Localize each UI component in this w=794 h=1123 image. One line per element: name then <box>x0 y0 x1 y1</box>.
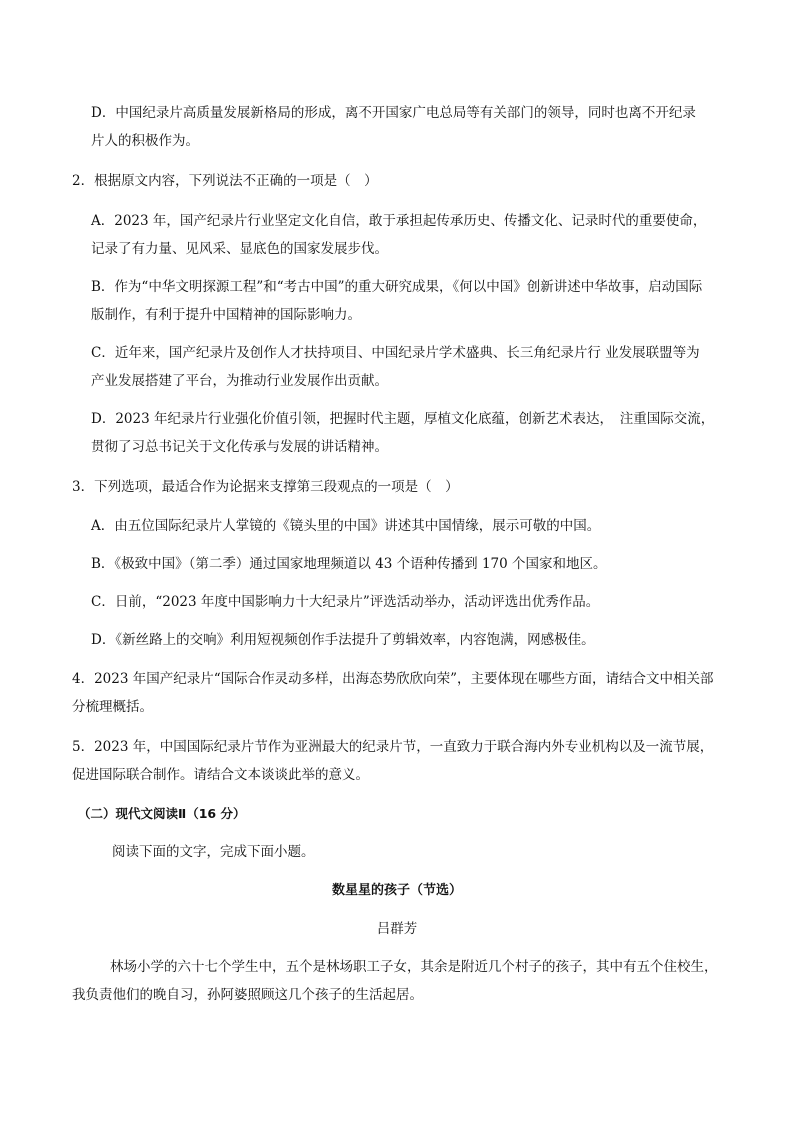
question-4-line1: 4．2023 年国产纪录片“国际合作灵动多样，出海态势欣欣向荣”，主要体现在哪些方面，请结合文中相关部 <box>72 671 714 687</box>
question-5-line2: 促进国际联合制作。请结合文本谈谈此举的意义。 <box>72 767 369 783</box>
q1-option-d-line2: 片人的积极作为。 <box>91 133 199 149</box>
q3-option-a: A．由五位国际纪录片人掌镜的《镜头里的中国》讲述其中国情缘，展示可敬的中国。 <box>91 518 601 534</box>
passage-paragraph-line1: 林场小学的六十七个学生中，五个是林场职工子女，其余是附近几个村子的孩子，其中有五个住校生， <box>110 959 718 975</box>
q2-option-a-line1: A．2023 年，国产纪录片行业坚定文化自信，敢于承担起传承历史、传播文化、记录时代的重要使命， <box>91 213 707 229</box>
q2-option-a-line2: 记录了有力量、见风采、显底色的国家发展步伐。 <box>91 241 388 257</box>
passage-paragraph-line2: 我负责他们的晚自习，孙阿婆照顾这几个孩子的生活起居。 <box>72 987 423 1003</box>
section-heading: （二）现代文阅读Ⅱ（16 分） <box>78 806 246 821</box>
question-5-line1: 5．2023 年，中国国际纪录片节作为亚洲最大的纪录片节，一直致力于联合海内外专业机构以及一流节展， <box>72 739 714 755</box>
reading-instruction: 阅读下面的文字，完成下面小题。 <box>112 844 315 860</box>
question-2: 2．根据原文内容，下列说法不正确的一项是（ ） <box>72 173 378 189</box>
q2-option-b-line2: 版制作，有利于提升中国精神的国际影响力。 <box>91 307 361 323</box>
passage-author: 吕群芳 <box>376 921 418 937</box>
question-4-line2: 分梳理概括。 <box>72 699 153 715</box>
q2-option-c-line1: C．近年来，国产纪录片及创作人才扶持项目、中国纪录片学术盛典、长三角纪录片行 业发展联盟等为 <box>91 345 700 361</box>
passage-title: 数星星的孩子（节选） <box>331 883 462 898</box>
question-3: 3．下列选项，最适合作为论据来支撑第三段观点的一项是（ ） <box>72 479 459 495</box>
q1-option-d-line1: D．中国纪录片高质量发展新格局的形成，离不开国家广电总局等有关部门的领导，同时也离不开纪录 <box>91 105 696 121</box>
q3-option-c: C．日前，“2023 年度中国影响力十大纪录片”评选活动举办，活动评选出优秀作品。 <box>91 594 600 610</box>
q3-option-d: D．《新丝路上的交响》利用短视频创作手法提升了剪辑效率，内容饱满，网感极佳。 <box>91 632 595 648</box>
q3-option-b: B．《极致中国》（第二季）通过国家地理频道以 43 个语种传播到 170 个国家和地区。 <box>91 556 607 572</box>
q2-option-d-line1: D．2023 年纪录片行业强化价值引领，把握时代主题，厚植文化底蕴，创新艺术表达， 注重国际交流， <box>91 411 715 427</box>
q2-option-b-line1: B．作为“中华文明探源工程”和“考古中国”的重大研究成果，《何以中国》创新讲述中华故事，启动国际 <box>91 279 703 295</box>
q2-option-d-line2: 贯彻了习总书记关于文化传承与发展的讲话精神。 <box>91 439 388 455</box>
q2-option-c-line2: 产业发展搭建了平台，为推动行业发展作出贡献。 <box>91 373 388 389</box>
